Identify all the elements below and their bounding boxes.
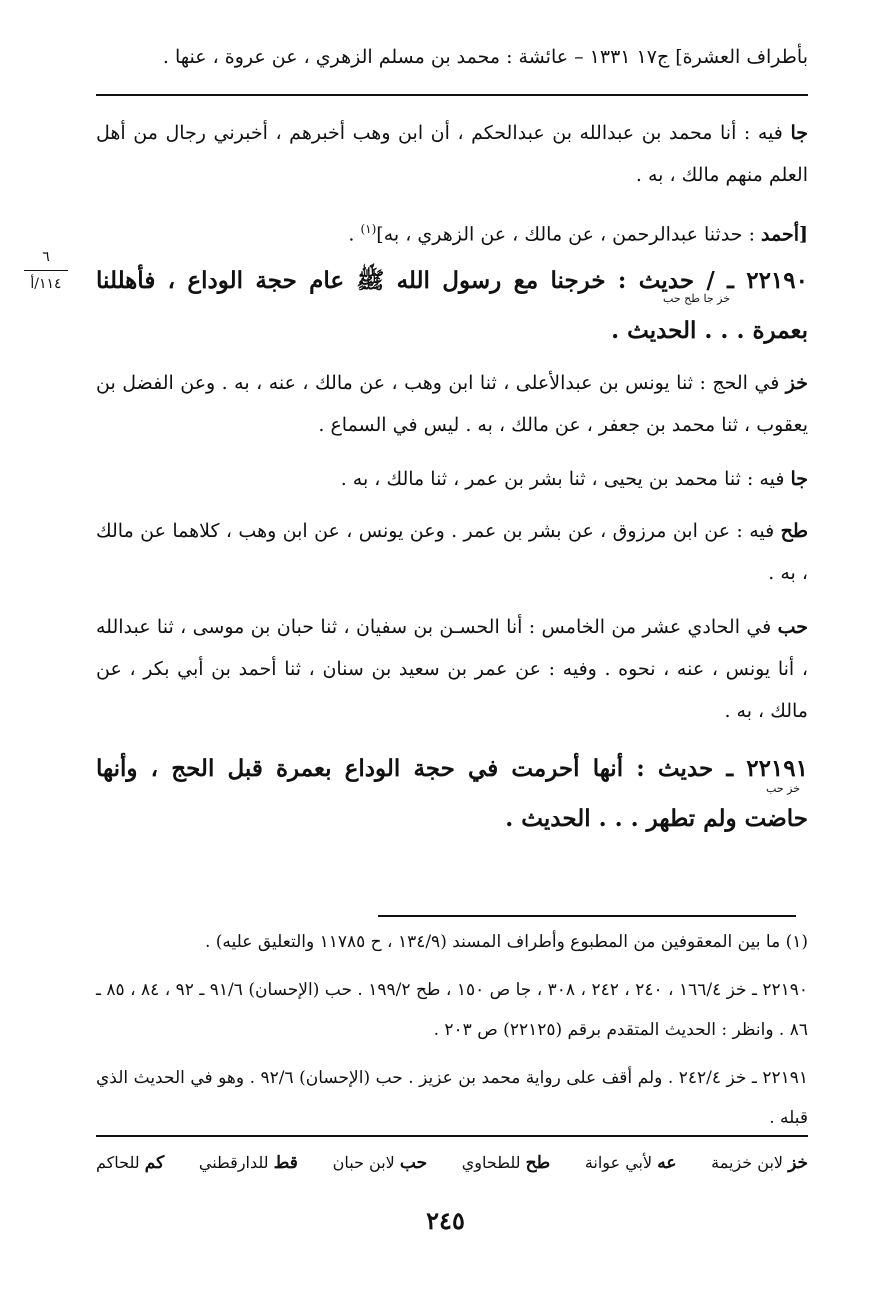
- legend-label: للدارقطني: [198, 1153, 269, 1172]
- paragraph-4: [96, 458, 808, 500]
- legend-abbr: طح: [525, 1153, 551, 1173]
- paragraph-text: [96, 606, 808, 732]
- paragraph-text: [96, 362, 808, 446]
- paragraph-3: [96, 362, 808, 446]
- paragraph-body: فيه : أنا محمد بن عبدالله بن عبدالحكم ، أن ابن وهب أخبرهم ، أخبرني رجال من أهل العلم منهم مالك ، به .: [96, 122, 808, 186]
- footnote-divider: [378, 915, 796, 917]
- paragraph-body: : حدثنا عبدالرحمن ، عن مالك ، عن الزهري ، به]: [376, 223, 762, 246]
- legend-abbr: كم: [144, 1153, 165, 1173]
- hadith-heading-text: ٢٢١٩١ ـ حديث : أنها أحرمت في حجة الوداع بعمرة قبل الحج ، وأنها حاضت ولم تطهر . . . الحديث .: [96, 755, 808, 832]
- legend-abbr: حب: [399, 1153, 428, 1173]
- legend-label: لابن حبان: [332, 1153, 395, 1172]
- abbreviation-legend: [96, 1150, 808, 1176]
- hadith-sources-mark: خز جا طح حب: [663, 292, 730, 305]
- legend-abbr: قط: [273, 1153, 298, 1173]
- source-abbr: [أحمد: [761, 223, 808, 246]
- footnote-ref[interactable]: (١): [360, 222, 377, 236]
- source-abbr: جا: [790, 468, 808, 490]
- hadith-heading-text: ٢٢١٩٠ ـ / حديث : خرجنا مع رسول الله ﷺ عام حجة الوداع ، فأهللنا بعمرة . . . الحديث .: [96, 267, 808, 344]
- paragraph-6: [96, 606, 808, 732]
- footnotes-section: [96, 922, 808, 1138]
- source-abbr: جا: [790, 122, 808, 144]
- paragraph-text: [96, 208, 808, 255]
- paragraph-body: فيه : ثنا محمد بن يحيى ، ثنا بشر بن عمر ، ثنا مالك ، به .: [340, 468, 791, 490]
- footnote-3: ٢٢١٩١ ـ خز ٢٤٢/٤ . ولم أقف على رواية محمد بن عزيز . حب (الإحسان) ٩٢/٦ . وهو في الحديث الذي قبله .: [96, 1068, 808, 1128]
- legend-item: [199, 1150, 298, 1176]
- running-header: بأطراف العشرة] ج١٧ ١٣٣١ – عائشة : محمد بن مسلم الزهري ، عن عروة ، عنها .: [162, 46, 808, 68]
- margin-note-divider: [24, 270, 68, 271]
- manuscript-margin-note: [18, 248, 74, 293]
- source-abbr: خز: [785, 372, 808, 394]
- legend-item: [462, 1150, 550, 1176]
- paragraph-body: في الحج : ثنا يونس بن عبدالأعلى ، ثنا ابن وهب ، عن مالك ، عنه ، به . وعن الفضل بن يعقوب ، ثنا محمد بن جعفر ، عن مالك ، به . ليس في السماع .: [96, 372, 808, 436]
- paragraph-1: [96, 112, 808, 196]
- hadith-22190: [96, 256, 808, 356]
- legend-abbr: خز: [788, 1153, 808, 1173]
- legend-item: [96, 1150, 164, 1176]
- legend-item: [333, 1150, 427, 1176]
- source-abbr: حب: [777, 616, 808, 638]
- header-divider: [96, 94, 808, 96]
- legend-label: لابن خزيمة: [711, 1153, 784, 1172]
- paragraph-end: .: [348, 223, 361, 246]
- paragraph-5: [96, 510, 808, 594]
- paragraph-text: [96, 112, 808, 196]
- footnote-2: ٢٢١٩٠ ـ خز ١٦٦/٤ ، ٢٤٠ ، ٢٤٢ ، ٣٠٨ ، جا ص ١٥٠ ، طح ١٩٩/٢ . حب (الإحسان) ٩١/٦ ـ ٩٢ ، ٨٤ ، ٨٥ ـ ٨٦ . وانظر : الحديث المتقدم برقم (٢٢١٢٥) ص ٢٠٣ .: [96, 980, 809, 1040]
- legend-abbr: عه: [657, 1153, 677, 1173]
- legend-item: [585, 1150, 677, 1176]
- paragraph-2: [96, 208, 808, 255]
- hadith-sources-mark: خز حب: [766, 782, 800, 795]
- footnote-1: (١) ما بين المعقوفين من المطبوع وأطراف المسند (١٣٤/٩ ، ح ١١٧٨٥ والتعليق عليه) .: [204, 932, 808, 952]
- margin-note-top: ٦: [42, 249, 50, 265]
- page-number: ٢٤٥: [426, 1206, 465, 1235]
- legend-item: [711, 1150, 808, 1176]
- legend-label: للحاكم: [96, 1153, 140, 1172]
- paragraph-text: [96, 458, 808, 500]
- margin-note-bottom: ١١٤/أ: [30, 276, 62, 292]
- hadith-heading: [96, 256, 808, 356]
- paragraph-body: في الحادي عشر من الخامس : أنا الحسـن بن سفيان ، ثنا حبان بن موسى ، ثنا عبدالله ، أنا يونس ، عنه ، نحوه . وفيه : عن عمر بن سعيد بن سنان ، ثنا أحمد بن أبي بكر ، عن مالك ، به .: [96, 616, 808, 722]
- legend-label: للطحاوي: [461, 1153, 521, 1172]
- paragraph-text: [96, 510, 808, 594]
- legend-divider: [96, 1135, 808, 1137]
- source-abbr: طح: [780, 520, 808, 542]
- legend-label: لأبي عوانة: [584, 1153, 653, 1172]
- paragraph-body: فيه : عن ابن مرزوق ، عن بشر بن عمر . وعن يونس ، عن ابن وهب ، كلاهما عن مالك ، به .: [96, 520, 808, 584]
